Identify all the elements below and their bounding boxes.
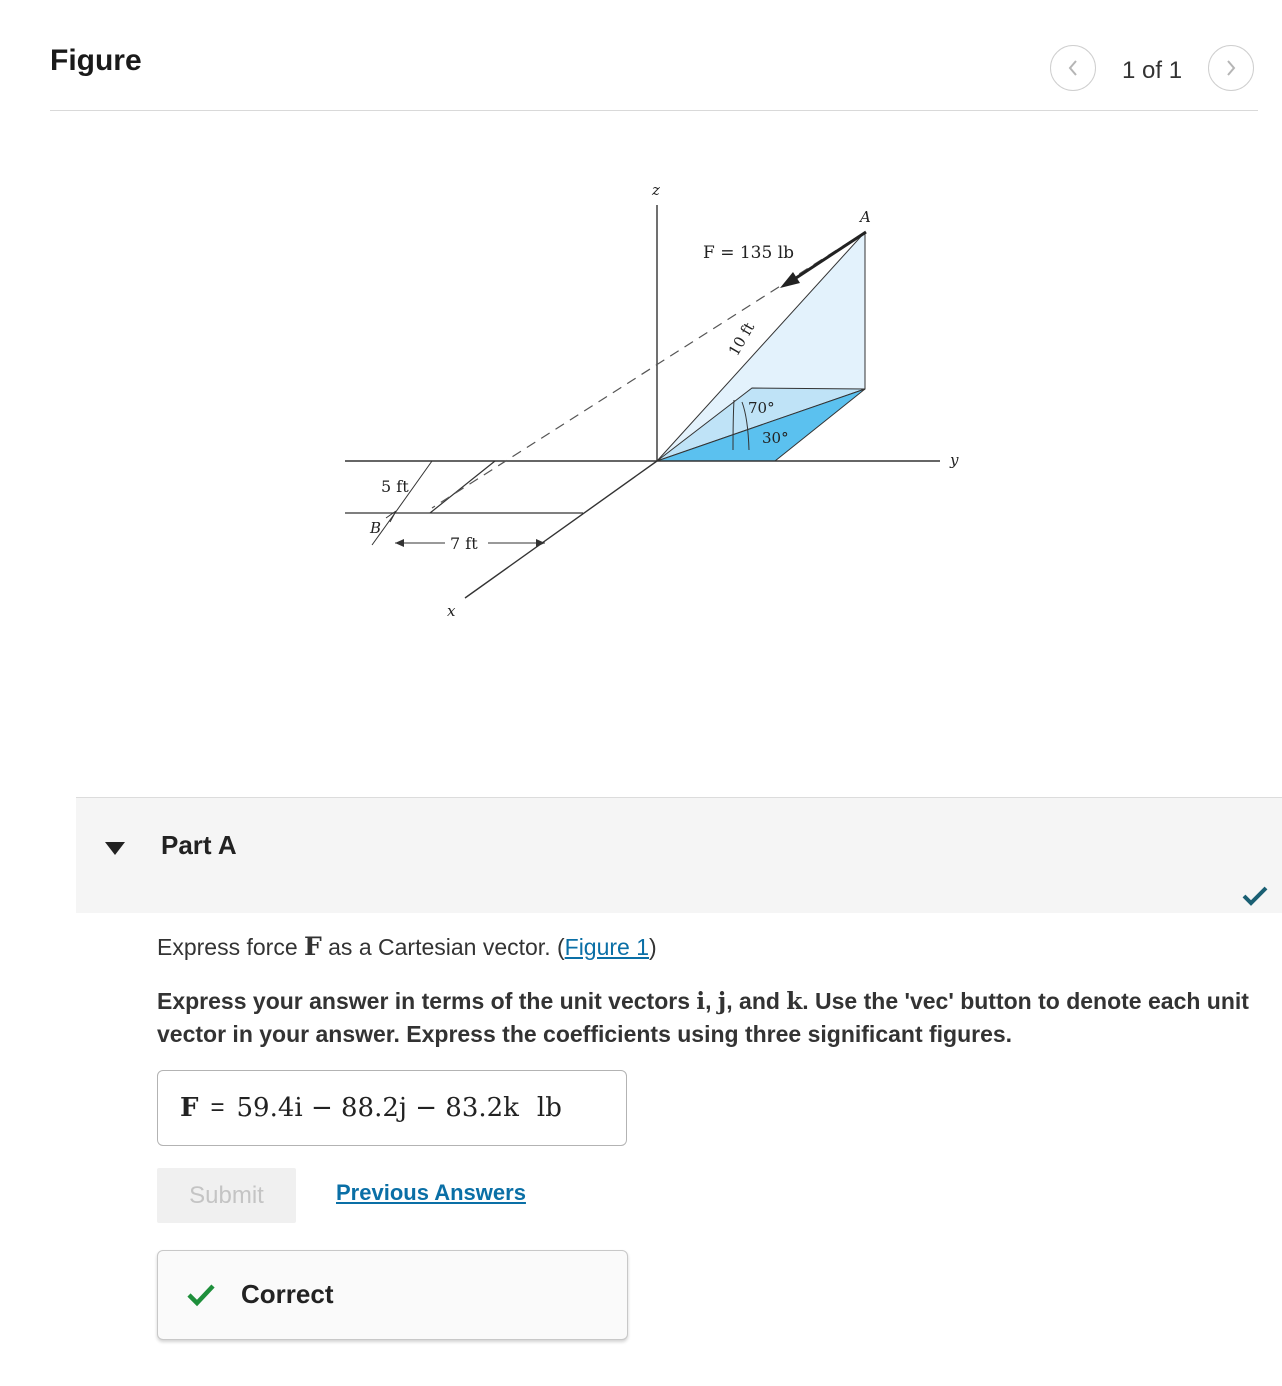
point-a-label: A [860,208,871,226]
force-label: F = 135 lb [703,243,795,263]
chevron-right-icon [1224,58,1238,78]
distance-5-label: 5 ft [381,477,409,496]
force-arrowhead [780,272,800,288]
y-axis-label: y [950,451,959,469]
distance-7-label: 7 ft [450,534,478,553]
part-a-header[interactable] [76,797,1282,913]
answer-field[interactable] [157,1070,627,1146]
answer-unit: lb [536,1093,562,1123]
figure-link[interactable]: Figure 1 [564,934,650,960]
caret-down-icon[interactable] [104,840,126,856]
part-a-title: Part A [161,830,237,860]
point-b-label: B [370,519,382,537]
correct-check-icon [186,1283,216,1307]
figure-title: Figure [50,44,142,77]
answer-lhs: F [180,1093,199,1123]
completed-check-icon [1242,886,1268,906]
length-label: 10 ft [724,319,759,359]
chevron-left-icon [1066,58,1080,78]
angle-30-label: 30° [762,429,789,447]
question-prompt: Express force F as a Cartesian vector. (Figure 1) [157,932,657,961]
pager-count: 1 of 1 [1122,57,1183,84]
angle-70-label: 70° [748,399,775,417]
feedback-box [157,1250,628,1340]
figure-pager [1050,45,1260,93]
z-axis-label: z [652,181,660,199]
feedback-text: Correct [241,1279,334,1309]
submit-button[interactable]: Submit [157,1168,296,1223]
next-figure-button[interactable] [1208,45,1254,91]
force-diagram [300,170,1000,640]
x-axis-label: x [447,602,456,620]
header-divider [50,110,1258,111]
answer-equals: = [210,1094,225,1121]
previous-figure-button[interactable] [1050,45,1096,91]
previous-answers-link[interactable]: Previous Answers [336,1180,526,1205]
answer-value: 59.4i − 88.2j − 83.2k [236,1093,519,1123]
answer-instructions: Express your answer in terms of the unit vectors i, j, and k. Use the 'vec' button to denote each unit vector in your answer. Express the coefficients using three significant figures. [157,988,1249,1047]
x-axis [465,461,657,598]
